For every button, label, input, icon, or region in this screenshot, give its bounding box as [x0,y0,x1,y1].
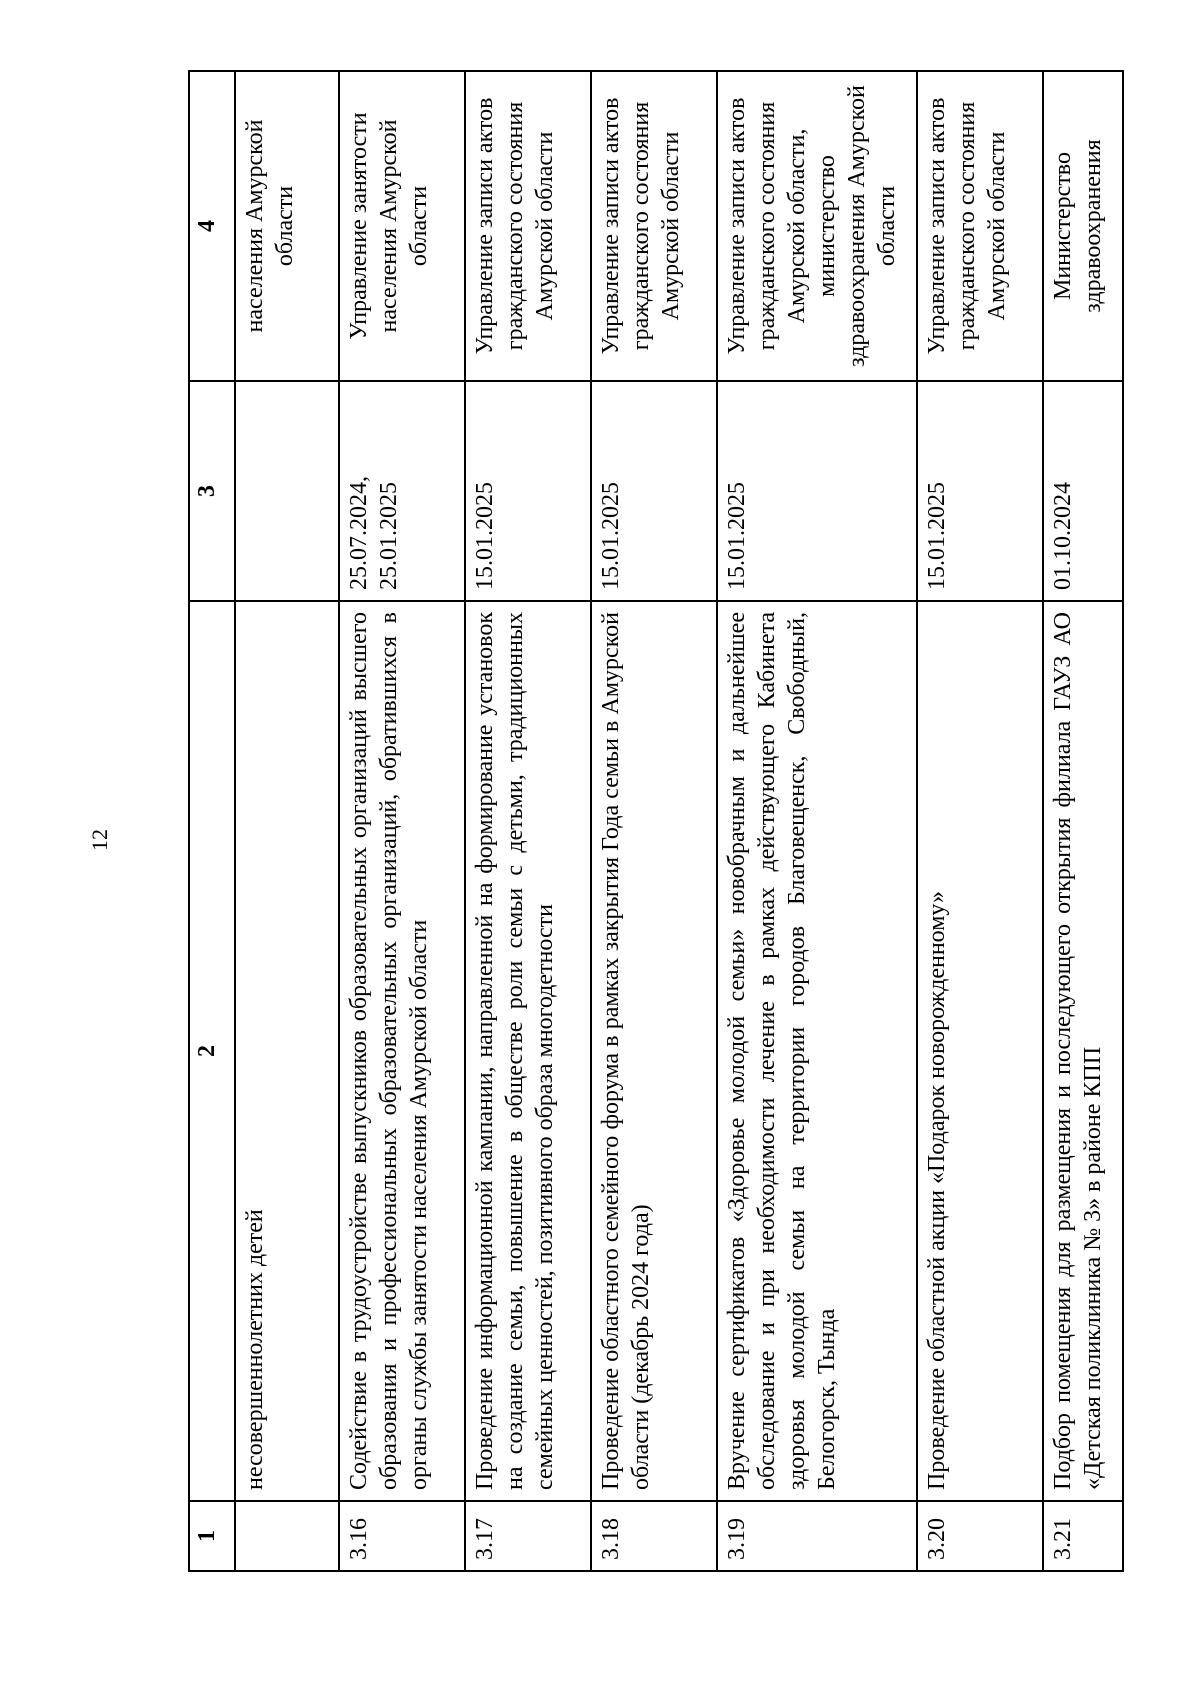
table-row [235,71,339,1571]
row-responsible: Управление записи актов гражданского состояния Амурской области, министерство здравоохранения Амурской области [717,71,917,381]
rotated-table-container [188,72,1106,1572]
table-row [591,71,717,1571]
row-description: несовершеннолетних детей [235,601,339,1501]
activity-plan-table [188,70,1124,1572]
row-number: 3.16 [339,1501,465,1571]
row-date: 01.10.2024 [1043,381,1123,601]
row-number [235,1501,339,1571]
page-number: 12 [87,829,112,851]
table-row [917,71,1043,1571]
row-responsible: Управление записи актов гражданского состояния Амурской области [591,71,717,381]
row-description: Подбор помещения для размещения и последующего открытия филиала ГАУЗ АО «Детская поликлиника № 3» в районе КПП [1043,601,1123,1501]
row-date [235,381,339,601]
row-date: 15.01.2025 [465,381,591,601]
table-row [1043,71,1123,1571]
header-col-2: 2 [189,601,235,1501]
row-date: 25.07.2024, 25.01.2025 [339,381,465,601]
table-row [465,71,591,1571]
row-responsible: Управление записи актов гражданского состояния Амурской области [917,71,1043,381]
row-description: Проведение информационной кампании, направленной на формирование установок на создание семьи, повышение в обществе роли семьи с детьми, традиционных семейных ценностей, позитивного образа многодетности [465,601,591,1501]
row-date: 15.01.2025 [917,381,1043,601]
row-number: 3.17 [465,1501,591,1571]
row-responsible: Министерство здравоохранения [1043,71,1123,381]
table-header-row [189,71,235,1571]
row-responsible: населения Амурской области [235,71,339,381]
row-description: Проведение областной акции «Подарок новорожденному» [917,601,1043,1501]
row-description: Содействие в трудоустройстве выпускников образовательных организаций высшего образования и профессиональных образовательных организаций, обратившихся в органы службы занятости населения Амурской области [339,601,465,1501]
row-number: 3.20 [917,1501,1043,1571]
table-row [339,71,465,1571]
row-date: 15.01.2025 [717,381,917,601]
header-col-3: 3 [189,381,235,601]
row-number: 3.21 [1043,1501,1123,1571]
row-responsible: Управление занятости населения Амурской области [339,71,465,381]
header-col-1: 1 [189,1501,235,1571]
row-number: 3.18 [591,1501,717,1571]
row-number: 3.19 [717,1501,917,1571]
row-description: Проведение областного семейного форума в рамках закрытия Года семьи в Амурской области (декабрь 2024 года) [591,601,717,1501]
row-date: 15.01.2025 [591,381,717,601]
row-description: Вручение сертификатов «Здоровье молодой семьи» новобрачным и дальнейшее обследование и при необходимости лечение в рамках действующего Кабинета здоровья молодой семьи на территории городов Благовещенск, Свободный, Белогорск, Тында [717,601,917,1501]
header-col-4: 4 [189,71,235,381]
row-responsible: Управление записи актов гражданского состояния Амурской области [465,71,591,381]
table-row [717,71,917,1571]
